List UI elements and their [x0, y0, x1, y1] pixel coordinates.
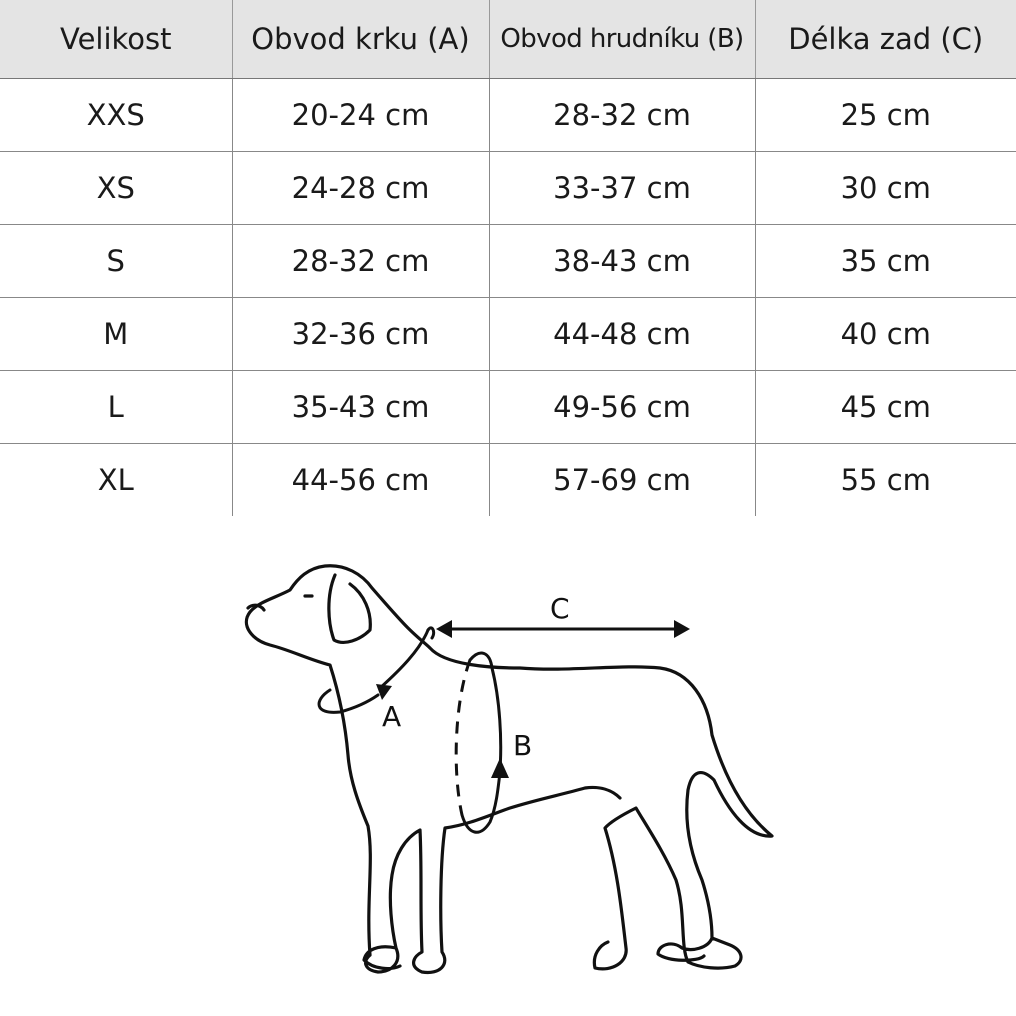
- label-c: C: [550, 592, 570, 625]
- cell-size: XL: [97, 463, 134, 497]
- label-a: A: [382, 700, 402, 733]
- cell-back-length: 55 cm: [755, 444, 1016, 517]
- chest-measure-icon: [456, 653, 509, 832]
- table-row: [0, 298, 1016, 371]
- table-row: [0, 79, 1016, 152]
- cell-chest: 38-43 cm: [489, 225, 755, 298]
- dog-outline-icon: [246, 566, 772, 973]
- cell-size: M: [0, 298, 232, 371]
- table-header-row: [0, 0, 1016, 79]
- label-b: B: [513, 729, 533, 762]
- table-row: [0, 444, 1016, 517]
- cell-neck: 44-56 cm: [232, 444, 489, 517]
- cell-size: S: [0, 225, 232, 298]
- cell-neck: 28-32 cm: [232, 225, 489, 298]
- header-size: Velikost: [0, 0, 232, 79]
- dog-measurement-diagram: [0, 520, 1016, 1016]
- table-row: [0, 371, 1016, 444]
- cell-chest: 44-48 cm: [489, 298, 755, 371]
- cell-chest: 57-69 cm: [489, 444, 755, 517]
- cell-chest: 33-37 cm: [489, 152, 755, 225]
- cell-neck: 20-24 cm: [232, 79, 489, 152]
- cell-back-length: 45 cm: [755, 371, 1016, 444]
- table-row: [0, 225, 1016, 298]
- cell-chest: 49-56 cm: [489, 371, 755, 444]
- table-row: [0, 152, 1016, 225]
- header-back-length: Délka zad (C): [755, 0, 1016, 79]
- cell-neck: 24-28 cm: [232, 152, 489, 225]
- header-chest: Obvod hrudníku (B): [489, 0, 755, 79]
- cell-size: XS: [0, 152, 232, 225]
- cell-size: L: [0, 371, 232, 444]
- cell-neck: 35-43 cm: [232, 371, 489, 444]
- cell-size: XXS: [0, 79, 232, 152]
- cell-back-length: 25 cm: [755, 79, 1016, 152]
- cell-chest: 28-32 cm: [489, 79, 755, 152]
- cell-back-length: 30 cm: [755, 152, 1016, 225]
- cell-neck: 32-36 cm: [232, 298, 489, 371]
- cell-back-length: 40 cm: [755, 298, 1016, 371]
- header-neck: Obvod krku (A): [232, 0, 489, 79]
- cell-back-length: 35 cm: [755, 225, 1016, 298]
